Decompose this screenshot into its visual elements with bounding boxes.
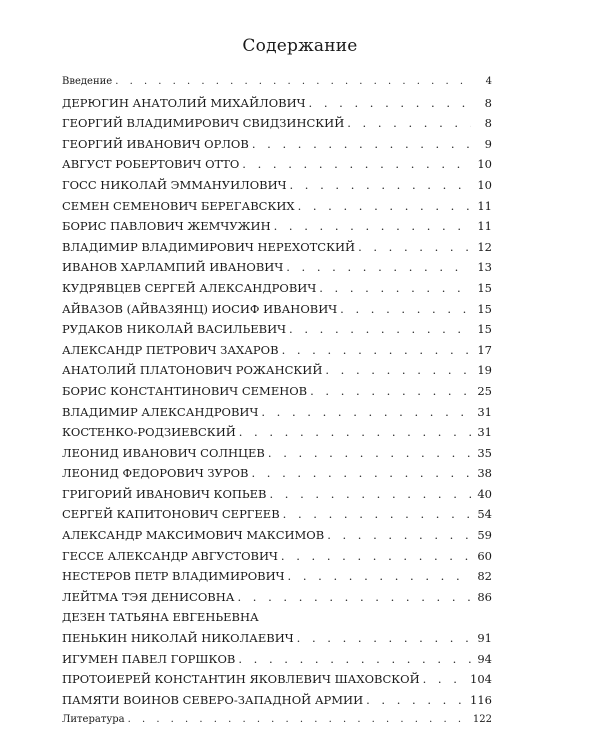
- dot-leader: [297, 628, 471, 649]
- toc-entry-page: 59: [477, 528, 492, 543]
- dot-leader: [251, 463, 471, 484]
- toc-entry-page: 86: [477, 589, 492, 604]
- toc-entry-title: Литература: [62, 714, 125, 726]
- toc-entry-title: ГОСС НИКОЛАЙ ЭММАНУИЛОВИЧ: [62, 177, 287, 192]
- dot-leader: [281, 546, 471, 567]
- toc-entry-title: ПАМЯТИ ВОИНОВ СЕВЕРО-ЗАПАДНОЙ АРМИИ: [62, 692, 364, 707]
- toc-entry[interactable]: [62, 566, 492, 587]
- toc-entry[interactable]: [62, 175, 492, 196]
- toc-entry-title: АНАТОЛИЙ ПЛАТОНОВИЧ РОЖАНСКИЙ: [62, 363, 323, 378]
- toc-entry-title: ПЕНЬКИН НИКОЛАЙ НИКОЛАЕВИЧ: [62, 631, 294, 646]
- toc-entry[interactable]: [62, 113, 492, 134]
- toc-entry-page: 8: [484, 116, 492, 131]
- dot-leader: [268, 443, 471, 464]
- toc-entry-page: 104: [470, 672, 492, 687]
- dot-leader: [325, 360, 471, 381]
- dot-leader: [115, 72, 471, 93]
- toc-entry[interactable]: [62, 628, 492, 649]
- toc-entry-page: 9: [484, 136, 492, 151]
- dot-leader: [290, 175, 472, 196]
- toc-entry-title: КОСТЕНКО-РОДЗИЕВСКИЙ: [62, 425, 236, 440]
- toc-entry-page: 122: [472, 714, 492, 726]
- toc-entry[interactable]: [62, 710, 492, 731]
- toc-entry-page: 15: [477, 301, 492, 316]
- toc-entry-title: ГЕССЕ АЛЕКСАНДР АВГУСТОВИЧ: [62, 548, 278, 563]
- toc-entry-title: ГРИГОРИЙ ИВАНОВИЧ КОПЬЕВ: [62, 486, 267, 501]
- toc-entry[interactable]: [62, 72, 492, 93]
- toc-entry[interactable]: [62, 340, 492, 361]
- toc-entry-page: 38: [477, 466, 492, 481]
- dot-leader: [286, 257, 471, 278]
- toc-entry-title: СЕМЕН СЕМЕНОВИЧ БЕРЕГАВСКИХ: [62, 198, 295, 213]
- dot-leader: [366, 690, 467, 711]
- dot-leader: [239, 422, 471, 443]
- toc-entry[interactable]: [62, 216, 492, 237]
- toc-entry-title: ДЕРЮГИН АНАТОЛИЙ МИХАЙЛОВИЧ: [62, 95, 306, 110]
- dot-leader: [238, 649, 471, 670]
- toc-entry[interactable]: [62, 196, 492, 217]
- toc-entry-page: 40: [477, 486, 492, 501]
- toc-entry[interactable]: [62, 93, 492, 114]
- toc-entry-title: СЕРГЕЙ КАПИТОНОВИЧ СЕРГЕЕВ: [62, 507, 280, 522]
- toc-entry-page: 31: [477, 425, 492, 440]
- toc-entry-title: ВЛАДИМИР АЛЕКСАНДРОВИЧ: [62, 404, 259, 419]
- dot-leader: [237, 587, 471, 608]
- toc-entry-title: ЛЕОНИД ФЕДОРОВИЧ ЗУРОВ: [62, 466, 249, 481]
- dot-leader: [282, 340, 471, 361]
- dot-leader: [261, 402, 471, 423]
- dot-leader: [270, 484, 472, 505]
- toc-entry-page: 10: [477, 177, 492, 192]
- toc-entry-title: ИГУМЕН ПАВЕЛ ГОРШКОВ: [62, 651, 236, 666]
- dot-leader: [310, 381, 471, 402]
- toc-entry[interactable]: [62, 381, 492, 402]
- toc-entry-title: БОРИС ПАВЛОВИЧ ЖЕМЧУЖИН: [62, 219, 271, 234]
- toc-entry[interactable]: [62, 587, 492, 608]
- dot-leader: [423, 669, 467, 690]
- toc-entry-page: 31: [477, 404, 492, 419]
- toc-entry[interactable]: [62, 319, 492, 340]
- toc-entry-page: 11: [477, 219, 492, 234]
- toc-entry-page: 12: [477, 239, 492, 254]
- toc-entry-title: ДЕЗЕН ТАТЬЯНА ЕВГЕНЬЕВНА: [62, 610, 259, 625]
- toc-entry[interactable]: [62, 463, 492, 484]
- dot-leader: [289, 319, 471, 340]
- toc-entry-title: ВЛАДИМИР ВЛАДИМИРОВИЧ НЕРЕХОТСКИЙ: [62, 239, 356, 254]
- dot-leader: [252, 134, 471, 155]
- dot-leader: [283, 504, 471, 525]
- toc-entry[interactable]: [62, 484, 492, 505]
- toc-entry[interactable]: [62, 649, 492, 670]
- dot-leader: [298, 196, 471, 217]
- page-title: Содержание: [242, 36, 358, 56]
- toc-entry-title: АЛЕКСАНДР МАКСИМОВИЧ МАКСИМОВ: [62, 528, 325, 543]
- toc-entry-title: ГЕОРГИЙ ВЛАДИМИРОВИЧ СВИДЗИНСКИЙ: [62, 116, 345, 131]
- toc-entry-title: БОРИС КОНСТАНТИНОВИЧ СЕМЕНОВ: [62, 383, 308, 398]
- toc-entry[interactable]: [62, 257, 492, 278]
- toc-entry-title: АЙВАЗОВ (АЙВАЗЯНЦ) ИОСИФ ИВАНОВИЧ: [62, 301, 338, 316]
- toc-entry[interactable]: [62, 299, 492, 320]
- toc-entry[interactable]: [62, 402, 492, 423]
- toc-entry-page: 15: [477, 322, 492, 337]
- toc-entry-title: ИВАНОВ ХАРЛАМПИЙ ИВАНОВИЧ: [62, 260, 284, 275]
- toc-entry-title: РУДАКОВ НИКОЛАЙ ВАСИЛЬЕВИЧ: [62, 322, 287, 337]
- toc-entry-title: ЛЕОНИД ИВАНОВИЧ СОЛНЦЕВ: [62, 445, 265, 460]
- dot-leader: [347, 113, 471, 134]
- toc-entry[interactable]: [62, 237, 492, 258]
- toc-entry-page: 11: [477, 198, 492, 213]
- toc-entry-page: 8: [484, 95, 492, 110]
- toc-entry-page: 19: [477, 363, 492, 378]
- dot-leader: [288, 566, 471, 587]
- toc-entry-page: 13: [477, 260, 492, 275]
- toc-entry-page: 60: [477, 548, 492, 563]
- toc-entry-page: 25: [477, 383, 492, 398]
- toc-entry[interactable]: [62, 504, 492, 525]
- toc-entry-page: 82: [477, 569, 492, 584]
- toc-entry-page: 4: [485, 76, 492, 87]
- toc-entry-page: 10: [477, 157, 492, 172]
- toc-entry-title: ПРОТОИЕРЕЙ КОНСТАНТИН ЯКОВЛЕВИЧ ШАХОВСКОЙ: [62, 672, 420, 687]
- toc-entry-title: НЕСТЕРОВ ПЕТР ВЛАДИМИРОВИЧ: [62, 569, 285, 584]
- dot-leader: [274, 216, 471, 237]
- table-of-contents: [62, 72, 492, 731]
- dot-leader: [128, 710, 470, 731]
- toc-entry-title: ГЕОРГИЙ ИВАНОВИЧ ОРЛОВ: [62, 136, 249, 151]
- toc-entry[interactable]: [62, 546, 492, 567]
- dot-leader: [319, 278, 471, 299]
- toc-entry[interactable]: [62, 134, 492, 155]
- toc-entry[interactable]: [62, 607, 492, 628]
- toc-entry[interactable]: [62, 278, 492, 299]
- toc-entry[interactable]: [62, 669, 492, 690]
- toc-entry-title: Введение: [62, 76, 113, 87]
- toc-entry-page: 15: [477, 280, 492, 295]
- toc-entry-title: АВГУСТ РОБЕРТОВИЧ ОТТО: [62, 157, 240, 172]
- dot-leader: [358, 237, 471, 258]
- toc-entry-page: 91: [477, 631, 492, 646]
- toc-entry-title: АЛЕКСАНДР ПЕТРОВИЧ ЗАХАРОВ: [62, 342, 279, 357]
- toc-entry-page: 116: [470, 692, 492, 707]
- toc-entry[interactable]: [62, 360, 492, 381]
- toc-entry-page: 35: [477, 445, 492, 460]
- toc-entry[interactable]: [62, 525, 492, 546]
- toc-entry-title: КУДРЯВЦЕВ СЕРГЕЙ АЛЕКСАНДРОВИЧ: [62, 280, 317, 295]
- dot-leader: [340, 299, 471, 320]
- dot-leader: [242, 154, 471, 175]
- dot-leader: [309, 93, 471, 114]
- dot-leader: [327, 525, 471, 546]
- toc-entry[interactable]: [62, 154, 492, 175]
- toc-entry-title: ЛЕЙТМА ТЭЯ ДЕНИСОВНА: [62, 589, 235, 604]
- toc-entry-page: 54: [477, 507, 492, 522]
- toc-entry[interactable]: [62, 690, 492, 711]
- toc-entry-page: 17: [477, 342, 492, 357]
- toc-entry-page: 94: [477, 651, 492, 666]
- toc-entry[interactable]: [62, 422, 492, 443]
- toc-entry[interactable]: [62, 443, 492, 464]
